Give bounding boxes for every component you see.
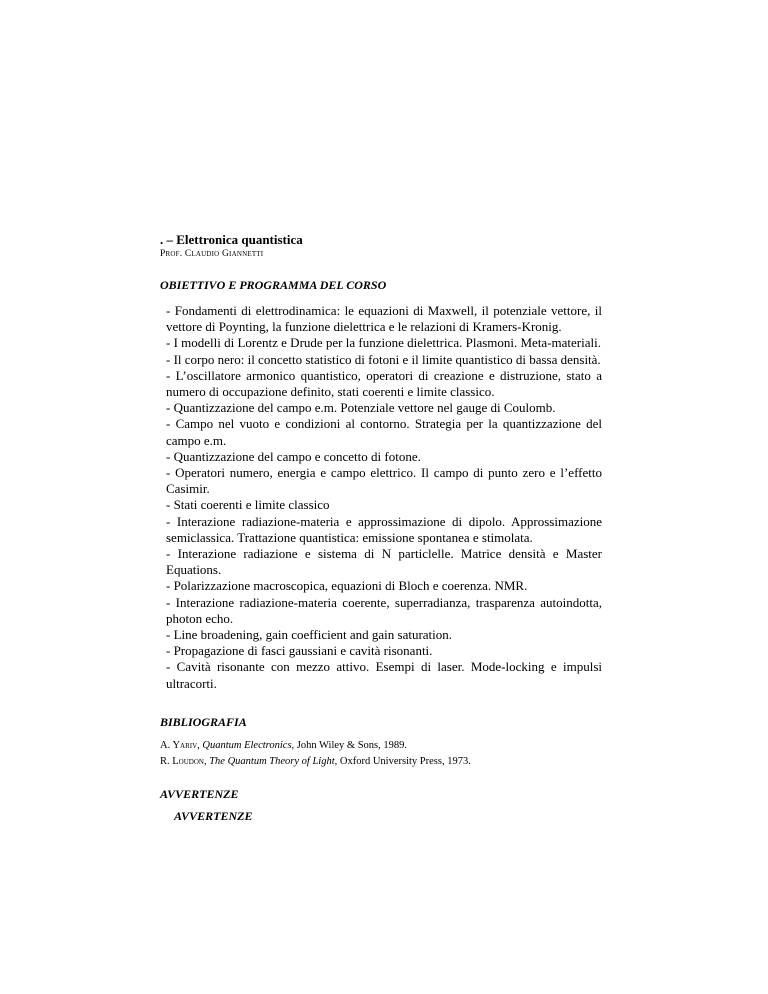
program-item: - Interazione radiazione-materia coerente, superradianza, trasparenza autoindotta, photon echo. <box>166 594 602 626</box>
professor-line <box>160 248 600 261</box>
bibliography-author: R. Loudon, <box>160 755 207 767</box>
program-item: - Quantizzazione del campo e concetto di fotone. <box>166 448 421 464</box>
program-item: - Interazione radiazione-materia e approssimazione di dipolo. Approssimazione semiclassica. Trattazione quantistica: emissione spontanea e stimolata. <box>166 513 602 545</box>
program-item: - Quantizzazione del campo e.m. Potenziale vettore nel gauge di Coulomb. <box>166 400 556 416</box>
objectives-heading: OBIETTIVO E PROGRAMMA DEL CORSO <box>160 278 387 292</box>
bibliography-entry <box>160 738 600 754</box>
professor-prefix: Prof. <box>160 249 183 259</box>
bibliography-entry <box>160 754 600 770</box>
program-item: - Propagazione di fasci gaussiani e cavità risonanti. <box>166 643 433 659</box>
program-item: - L’oscillatore armonico quantistico, operatori di creazione e distruzione, stato a numero di occupazione definito, stati coerenti e limite classico. <box>166 367 602 400</box>
program-item: - Fondamenti di elettrodinamica: le equazioni di Maxwell, il potenziale vettore, il vettore di Poynting, la funzione dielettrica e le relazioni di Kramers-Kronig. <box>166 303 602 335</box>
bibliography-details: Oxford University Press, 1973. <box>339 755 471 767</box>
bibliography-title: Quantum Electronics, <box>202 739 295 751</box>
bibliography-author: A. Yariv, <box>160 739 200 751</box>
course-title: . – Elettronica quantistica <box>160 232 303 247</box>
professor-name: Claudio Giannetti <box>184 249 264 259</box>
bibliography-details: John Wiley & Sons, 1989. <box>296 739 408 751</box>
program-item: - I modelli di Lorentz e Drude per la funzione dielettrica. Plasmoni. Meta-materiali. <box>166 335 601 351</box>
bibliography-title: The Quantum Theory of Light, <box>209 755 338 767</box>
program-item: - Cavità risonante con mezzo attivo. Esempi di laser. Mode-locking e impulsi ultracorti. <box>166 659 602 691</box>
program-item: - Interazione radiazione e sistema di N particlelle. Matrice densità e Master Equations. <box>166 546 602 578</box>
warnings-body: AVVERTENZE <box>174 808 253 823</box>
course-sheet <box>160 232 600 824</box>
program-item: - Line broadening, gain coefficient and gain saturation. <box>166 627 453 643</box>
bibliography-list <box>160 738 600 770</box>
program-item: - Campo nel vuoto e condizioni al contorno. Strategia per la quantizzazione del campo e.m. <box>166 416 602 448</box>
bibliography-heading: BIBLIOGRAFIA <box>160 714 247 729</box>
program-item: - Il corpo nero: il concetto statistico di fotoni e il limite quantistico di bassa densità. <box>166 351 601 367</box>
program-list <box>160 303 602 692</box>
program-item: - Operatori numero, energia e campo elettrico. Il campo di punto zero e l’effetto Casimir. <box>166 465 602 497</box>
program-item: - Stati coerenti e limite classico <box>166 497 330 513</box>
warnings-heading: AVVERTENZE <box>160 786 239 801</box>
program-item: - Polarizzazione macroscopica, equazioni di Bloch e coerenza. NMR. <box>166 578 528 594</box>
